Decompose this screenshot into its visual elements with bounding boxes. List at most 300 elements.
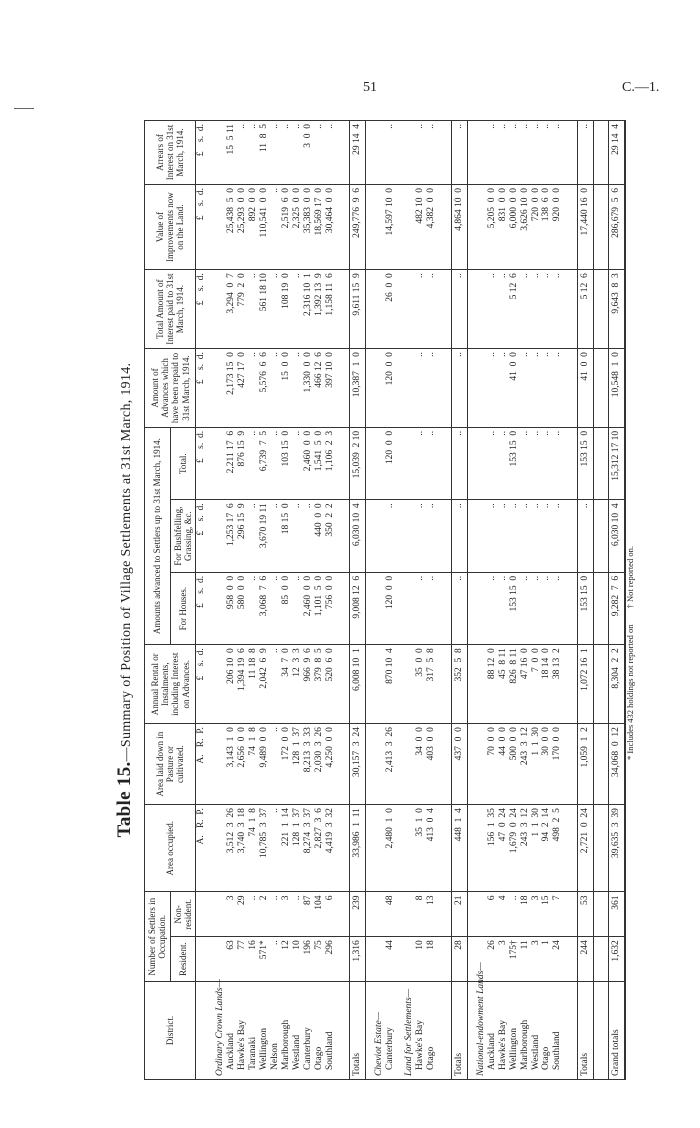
cell-value: ..: [486, 352, 497, 357]
value-cell: [281, 121, 292, 185]
value-cell: [498, 121, 509, 185]
value-cell: [531, 121, 542, 185]
cell-value: 1: [541, 940, 552, 945]
value-cell: [451, 572, 467, 644]
value-cell: [237, 724, 248, 805]
value-cell: [350, 270, 366, 349]
value-cell: [426, 270, 437, 349]
cell-value: ..: [453, 503, 464, 509]
value-cell: [314, 427, 325, 499]
value-cell: [259, 892, 270, 937]
value-cell: [498, 572, 509, 644]
table-row: [303, 121, 314, 1080]
col-arrears: Arrears of Interest on 31st March, 1914.: [145, 121, 196, 185]
value-cell: [385, 349, 396, 428]
cell-value: 3,143 1 0: [226, 727, 237, 768]
value-cell: [325, 121, 336, 185]
value-cell: [248, 270, 259, 349]
value-cell: [270, 724, 281, 805]
value-cell: [531, 937, 542, 982]
cell-value: 35 0 0: [415, 648, 426, 677]
cell-value: ..: [291, 430, 302, 436]
value-cell: [487, 805, 498, 892]
cell-value: 317 5 8: [426, 648, 437, 682]
table-row: [520, 121, 531, 1080]
cell-value: 296: [324, 940, 335, 955]
value-cell: [426, 892, 437, 937]
cell-value: 1 1 30: [530, 808, 541, 837]
value-cell: [385, 937, 396, 982]
cell-value: 296 15 9: [237, 503, 248, 540]
cell-value: 29 14 4: [611, 124, 622, 155]
value-cell: [325, 645, 336, 724]
value-cell: [303, 427, 314, 499]
totals-row: [578, 121, 594, 1080]
value-cell: [314, 349, 325, 428]
cell-value: ..: [552, 430, 563, 436]
cell-value: ..: [519, 430, 530, 436]
value-cell: [415, 645, 426, 724]
cell-value: 7: [552, 895, 563, 901]
cell-value: 3: [530, 895, 541, 901]
cell-value: 47 16 0: [519, 648, 530, 680]
value-cell: [350, 121, 366, 185]
value-cell: [237, 349, 248, 428]
value-cell: [237, 184, 248, 269]
cell-value: 379 8 5: [313, 648, 324, 682]
cell-value: ..: [269, 808, 280, 813]
value-cell: [552, 121, 563, 185]
cell-value: 580 0 0: [237, 575, 248, 610]
cell-value: 153 15 0: [508, 430, 519, 467]
value-cell: [270, 184, 281, 269]
cell-value: ..: [541, 124, 552, 129]
value-cell: [451, 427, 467, 499]
value-cell: [259, 500, 270, 572]
value-cell: [270, 500, 281, 572]
value-cell: [415, 892, 426, 937]
value-cell: [325, 724, 336, 805]
cell-value: 45 8 11: [497, 648, 508, 679]
cell-value: 3 0 0: [302, 124, 313, 148]
cell-value: ..: [541, 430, 552, 436]
value-cell: [531, 500, 542, 572]
value-cell: [415, 572, 426, 644]
cell-value: 10,548 1 0: [611, 352, 622, 398]
value-cell: [292, 184, 303, 269]
cell-value: 25,293 0 0: [237, 187, 248, 234]
cell-value: ..: [497, 430, 508, 436]
cell-value: 170 0 0: [552, 727, 563, 761]
cell-value: 30,464 0 0: [324, 187, 335, 234]
value-cell: [426, 184, 437, 269]
cell-value: 440 0 0: [313, 503, 324, 537]
value-cell: [237, 121, 248, 185]
value-cell: [609, 184, 625, 269]
cell-value: ..: [552, 352, 563, 357]
value-cell: [541, 645, 552, 724]
cell-value: 2,042 6 9: [258, 648, 269, 689]
cell-value: 4,419 3 32: [324, 808, 335, 854]
value-cell: [415, 349, 426, 428]
value-cell: [314, 270, 325, 349]
value-cell: [248, 572, 259, 644]
value-cell: [281, 724, 292, 805]
value-cell: [385, 805, 396, 892]
value-cell: [226, 184, 237, 269]
value-cell: [520, 892, 531, 937]
cell-value: ..: [497, 575, 508, 581]
cell-value: 2,480 1 0: [385, 808, 396, 849]
district-cell: [541, 981, 552, 1079]
value-cell: [426, 427, 437, 499]
value-cell: [552, 937, 563, 982]
cell-value: 196: [302, 940, 313, 955]
district-name: Marlborough: [519, 1019, 530, 1070]
district-cell: [509, 981, 520, 1079]
district-cell: [609, 981, 625, 1079]
value-cell: [498, 270, 509, 349]
value-cell: [281, 184, 292, 269]
value-cell: [541, 121, 552, 185]
value-cell: [498, 500, 509, 572]
cell-value: 128 1 37: [291, 808, 302, 847]
cell-value: 221 1 14: [280, 808, 291, 847]
value-cell: [498, 937, 509, 982]
cell-value: 5,205 0 0: [486, 187, 497, 229]
cell-value: 18 15 0: [280, 503, 291, 535]
cell-value: 15 0 0: [280, 352, 291, 381]
cell-value: 10,387 1 0: [352, 352, 363, 398]
cell-value: ..: [541, 273, 552, 278]
cell-value: 34 7 0: [280, 648, 291, 677]
value-cell: [237, 805, 248, 892]
value-cell: [259, 270, 270, 349]
value-cell: [303, 184, 314, 269]
district-cell: [451, 981, 467, 1079]
cell-value: 3,068 7 6: [258, 575, 269, 617]
table-row: [509, 121, 520, 1080]
district-cell: [531, 981, 542, 1079]
value-cell: [531, 724, 542, 805]
cell-value: 153 15 0: [580, 575, 591, 612]
value-cell: [498, 805, 509, 892]
value-cell: [609, 645, 625, 724]
value-cell: [426, 500, 437, 572]
value-cell: [281, 645, 292, 724]
value-cell: [292, 724, 303, 805]
value-cell: [281, 427, 292, 499]
section-label: Ordinary Crown Lands—: [207, 981, 226, 1079]
value-cell: [415, 724, 426, 805]
value-cell: [426, 724, 437, 805]
value-cell: [509, 427, 520, 499]
cell-value: ..: [313, 124, 324, 129]
cell-value: 35 1 0: [415, 808, 426, 837]
value-cell: [325, 270, 336, 349]
value-cell: [541, 427, 552, 499]
cell-value: 4,864 10 0: [453, 187, 464, 231]
value-cell: [531, 572, 542, 644]
value-cell: [314, 184, 325, 269]
value-cell: [415, 427, 426, 499]
value-cell: [292, 892, 303, 937]
value-cell: [237, 937, 248, 982]
value-cell: [226, 937, 237, 982]
cell-value: 2,519 6 0: [280, 187, 291, 229]
value-cell: [426, 805, 437, 892]
unit-money: £ s. d.: [196, 121, 207, 185]
cell-value: ..: [519, 503, 530, 509]
value-cell: [259, 937, 270, 982]
cell-value: ..: [552, 575, 563, 581]
value-cell: [509, 724, 520, 805]
value-cell: [303, 270, 314, 349]
value-cell: [325, 892, 336, 937]
district-name: Westland: [530, 1034, 541, 1070]
cell-value: ..: [248, 895, 259, 901]
cell-value: ..: [519, 124, 530, 129]
cell-value: 243 3 12: [519, 808, 530, 847]
value-cell: [314, 645, 325, 724]
value-cell: [270, 121, 281, 185]
totals-row: [451, 121, 467, 1080]
cell-value: ..: [497, 124, 508, 129]
cell-value: ..: [248, 575, 259, 581]
cell-value: 25,438 5 0: [226, 187, 237, 234]
value-cell: [350, 892, 366, 937]
value-cell: [531, 427, 542, 499]
cell-value: 2,656 0 0: [237, 727, 248, 768]
cell-value: 892 0 0: [248, 187, 259, 222]
table-row: [281, 121, 292, 1080]
value-cell: [509, 805, 520, 892]
value-cell: [385, 645, 396, 724]
cell-value: ..: [541, 575, 552, 581]
cell-value: 156 1 35: [486, 808, 497, 847]
cell-value: ..: [269, 352, 280, 357]
value-cell: [237, 572, 248, 644]
cell-value: ..: [269, 940, 280, 945]
cell-value: 286,679 5 6: [611, 187, 622, 238]
table-row: [552, 121, 563, 1080]
value-cell: [541, 724, 552, 805]
cell-value: ..: [530, 352, 541, 357]
value-cell: [248, 500, 259, 572]
value-cell: [248, 427, 259, 499]
col-advanced-group: Amounts advanced to Settlers up to 31st March, 1914.: [145, 427, 171, 644]
value-cell: [350, 500, 366, 572]
value-cell: [552, 805, 563, 892]
cell-value: ..: [519, 352, 530, 357]
cell-value: 172 0 0: [280, 727, 291, 761]
value-cell: [531, 805, 542, 892]
cell-value: 870 10 4: [385, 648, 396, 684]
cell-value: ..: [248, 430, 259, 436]
unit-money: £ s. d.: [196, 572, 207, 644]
cell-value: ..: [385, 503, 396, 509]
cell-value: 108 19 0: [280, 273, 291, 309]
cell-value: 571*: [258, 940, 269, 960]
cell-value: 3: [497, 940, 508, 945]
cell-value: 9,489 0 0: [258, 727, 269, 768]
district-name: Southland: [324, 1031, 335, 1070]
value-cell: [520, 121, 531, 185]
value-cell: [415, 805, 426, 892]
value-cell: [314, 892, 325, 937]
district-cell: [498, 981, 509, 1079]
cell-value: ..: [519, 575, 530, 581]
value-cell: [487, 645, 498, 724]
cell-value: 77: [237, 940, 248, 950]
cell-value: ..: [580, 124, 591, 129]
cell-value: 1,392 13 9: [313, 273, 324, 316]
cell-value: 16: [248, 940, 259, 950]
cell-value: ..: [552, 124, 563, 129]
footnote: * Includes 432 holdings not reported on: [625, 624, 635, 760]
cell-value: 448 1 4: [453, 808, 464, 842]
cell-value: 35,383 0 0: [302, 187, 313, 234]
district-name: Otago: [541, 1046, 552, 1070]
district-cell: [259, 981, 270, 1079]
cell-value: 10,785 3 37: [258, 808, 269, 858]
value-cell: [552, 645, 563, 724]
cell-value: 350 2 2: [324, 503, 335, 537]
value-cell: [259, 427, 270, 499]
cell-value: 561 18 10: [258, 273, 269, 312]
cell-value: 26: [486, 940, 497, 950]
value-cell: [350, 724, 366, 805]
value-cell: [541, 500, 552, 572]
cell-value: ..: [426, 273, 437, 278]
cell-value: 88 12 0: [486, 648, 497, 680]
value-cell: [226, 349, 237, 428]
district-cell: [520, 981, 531, 1079]
district-name: Totals: [352, 1052, 363, 1076]
cell-value: 29 14 4: [352, 124, 363, 155]
value-cell: [609, 572, 625, 644]
value-cell: [226, 500, 237, 572]
value-cell: [578, 427, 594, 499]
value-cell: [541, 805, 552, 892]
cell-value: 1,541 5 0: [313, 430, 324, 472]
value-cell: [237, 270, 248, 349]
cell-value: ..: [552, 503, 563, 509]
unit-money: £ s. d.: [196, 349, 207, 428]
section-label-row: [396, 121, 415, 1080]
unit-area: A. R. P.: [196, 724, 207, 805]
value-cell: [498, 349, 509, 428]
cell-value: ..: [415, 430, 426, 436]
district-name: Totals: [580, 1052, 591, 1076]
cell-value: ..: [237, 124, 248, 129]
district-name: Nelson: [269, 1043, 280, 1070]
cell-value: 4,382 0 0: [426, 187, 437, 229]
district-cell: [426, 981, 437, 1079]
section-label-row: [207, 121, 226, 1080]
cell-value: 720 0 0: [530, 187, 541, 222]
cell-value: 244: [580, 940, 591, 955]
cell-value: ..: [248, 352, 259, 357]
value-cell: [281, 572, 292, 644]
value-cell: [281, 937, 292, 982]
cell-value: ..: [486, 273, 497, 278]
value-cell: [270, 645, 281, 724]
cell-value: 6,030 10 4: [611, 503, 622, 547]
cell-value: ..: [453, 352, 464, 357]
table-row: [487, 121, 498, 1080]
value-cell: [292, 427, 303, 499]
value-cell: [350, 805, 366, 892]
district-cell: [226, 981, 237, 1079]
cell-value: 74 1 8: [248, 727, 259, 756]
value-cell: [226, 572, 237, 644]
cell-value: 2,325 0 0: [291, 187, 302, 229]
rotated-table-block: [112, 120, 652, 1080]
value-cell: [303, 937, 314, 982]
cell-value: 18: [519, 895, 530, 905]
cell-value: 413 0 4: [426, 808, 437, 842]
cell-value: 153 15 0: [508, 575, 519, 612]
cell-value: 1,253 17 6: [226, 503, 237, 547]
table-row: [248, 121, 259, 1080]
cell-value: ..: [530, 273, 541, 278]
cell-value: 2,460 0 0: [302, 430, 313, 472]
cell-value: 47 0 24: [497, 808, 508, 842]
cell-value: 1,059 1 2: [580, 727, 591, 768]
table-row: [325, 121, 336, 1080]
cell-value: 34,068 0 12: [611, 727, 622, 778]
value-cell: [609, 121, 625, 185]
col-houses: For Houses.: [170, 572, 196, 644]
cell-value: 11: [519, 940, 530, 950]
cell-value: ..: [269, 124, 280, 129]
footnotes: [625, 532, 635, 760]
value-cell: [578, 892, 594, 937]
district-cell: [314, 981, 325, 1079]
col-improvements: Value of Improvements now on the Land.: [145, 184, 196, 269]
value-cell: [350, 572, 366, 644]
cell-value: 9,282 7 6: [611, 575, 622, 617]
cell-value: 13: [426, 895, 437, 905]
cell-value: 466 12 6: [313, 352, 324, 388]
value-cell: [487, 892, 498, 937]
value-cell: [325, 572, 336, 644]
value-cell: [259, 184, 270, 269]
value-cell: [552, 184, 563, 269]
district-name: Auckland: [486, 1033, 497, 1070]
cell-value: 104: [313, 895, 324, 910]
value-cell: [415, 121, 426, 185]
cell-value: 243 3 12: [519, 727, 530, 766]
value-cell: [487, 724, 498, 805]
value-cell: [552, 427, 563, 499]
cell-value: ..: [530, 503, 541, 509]
value-cell: [531, 645, 542, 724]
value-cell: [248, 645, 259, 724]
cell-value: 3: [280, 895, 291, 901]
value-cell: [609, 427, 625, 499]
value-cell: [248, 121, 259, 185]
value-cell: [541, 349, 552, 428]
value-cell: [385, 500, 396, 572]
table-row: [226, 121, 237, 1080]
value-cell: [385, 724, 396, 805]
district-cell: [385, 981, 396, 1079]
value-cell: [578, 184, 594, 269]
cell-value: 1 1 30: [530, 727, 541, 756]
table-row: [426, 121, 437, 1080]
